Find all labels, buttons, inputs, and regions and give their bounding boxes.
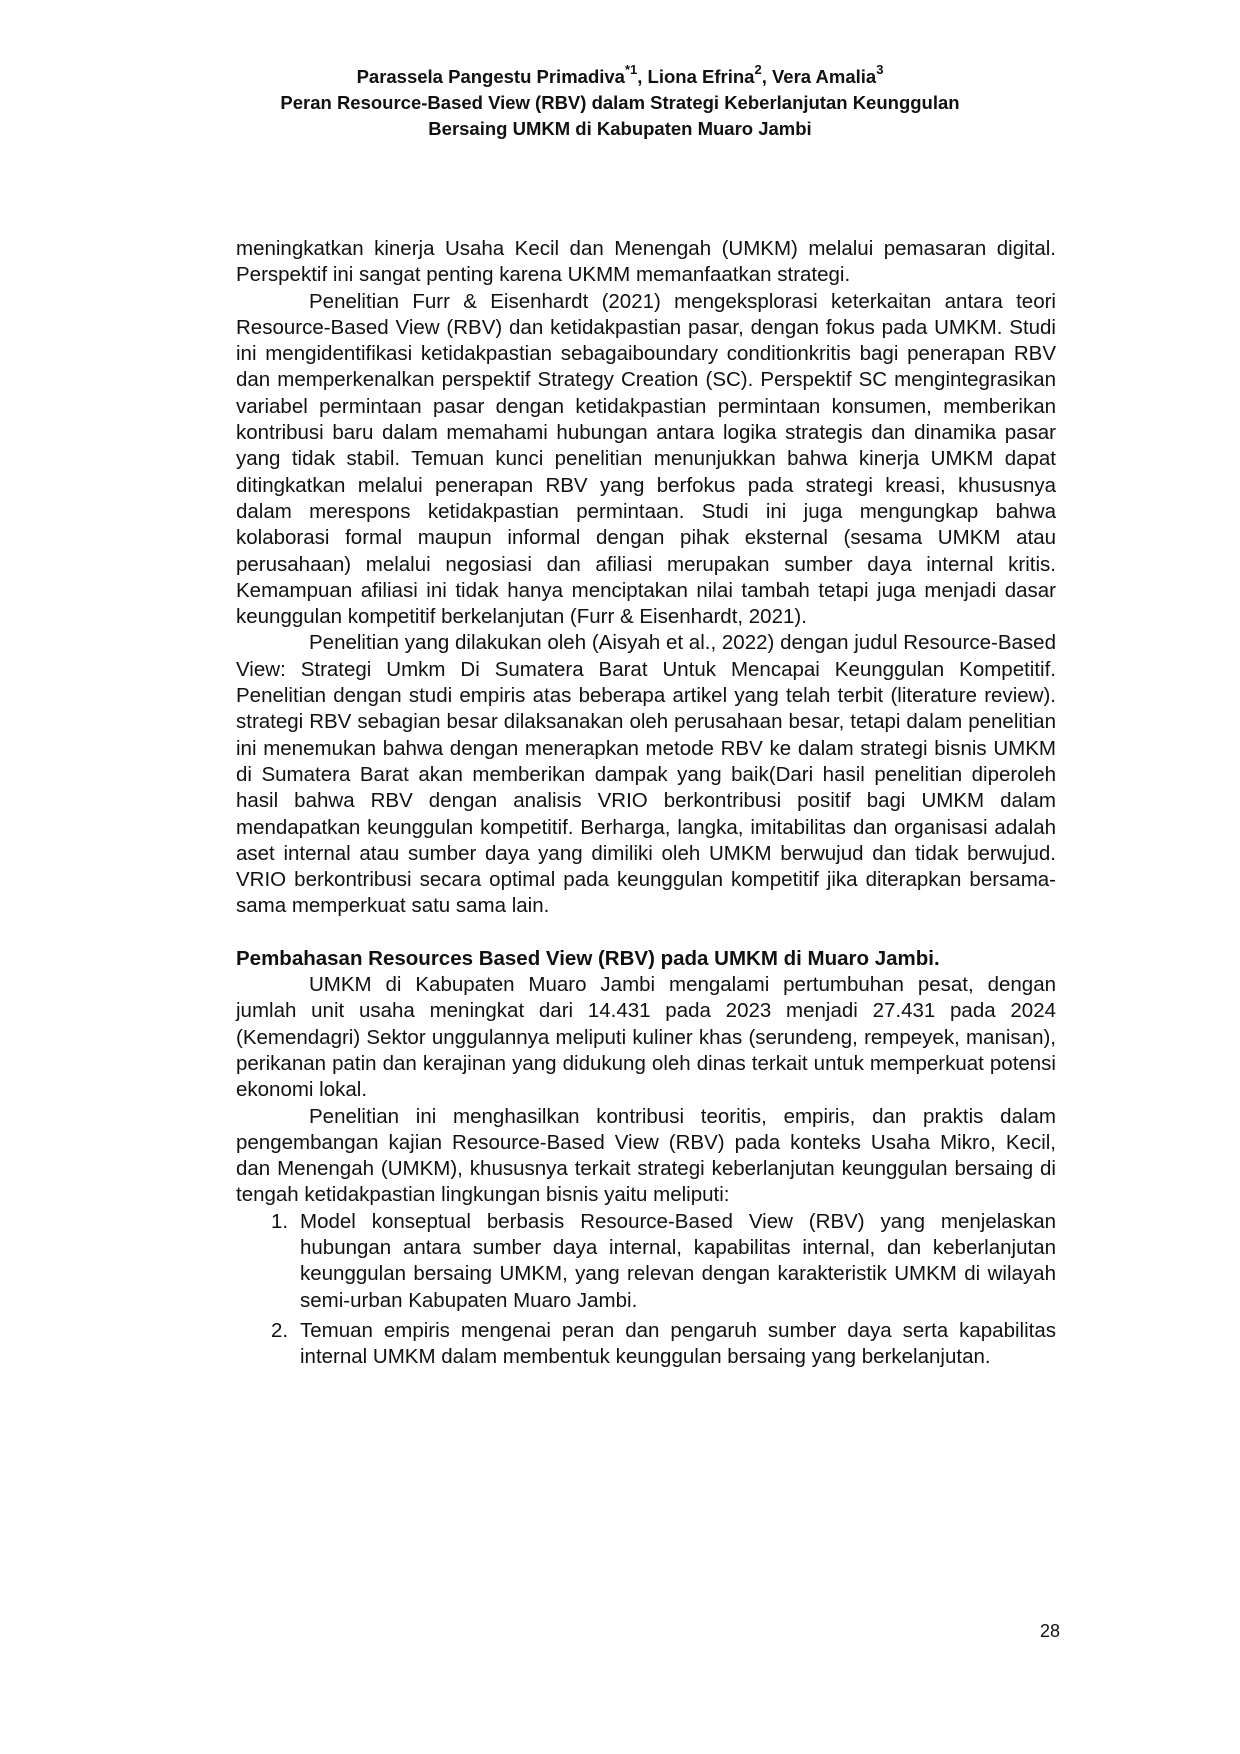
list-item <box>236 1318 1056 1371</box>
list-item-text: Temuan empiris mengenai peran dan pengaruh sumber daya serta kapabilitas internal UMKM dalam membentuk keunggulan bersaing yang berkelanjutan. <box>300 1318 1056 1369</box>
paper-title-line-2: Bersaing UMKM di Kabupaten Muaro Jambi <box>428 118 812 139</box>
list-number: 2. <box>271 1318 289 1342</box>
author-affiliation: 3 <box>876 61 884 77</box>
author-line <box>0 61 1240 90</box>
author-name: Liona Efrina <box>647 66 755 87</box>
body-text <box>236 236 1056 1374</box>
paragraph: Penelitian ini menghasilkan kontribusi teoritis, empiris, dan praktis dalam pengembangan kajian Resource-Based View (RBV) pada konteks Usaha Mikro, Kecil, dan Menengah (UMKM), khususnya terkait strategi keberlanjutan keunggulan bersaing di tengah ketidakpastian lingkungan bisnis yaitu meliputi: <box>236 1104 1056 1207</box>
author-affiliation: *1 <box>624 61 638 77</box>
paragraph: Penelitian Furr & Eisenhardt (2021) mengeksplorasi keterkaitan antara teori Resource-Based View (RBV) dan ketidakpastian pasar, dengan fokus pada UMKM. Studi ini mengidentifikasi ketidakpastian sebagaiboundary conditionkritis bagi penerapan RBV dan memperkenalkan perspektif Strategy Creation (SC). Perspektif SC mengintegrasikan variabel permintaan pasar dengan ketidakpastian permintaan konsumen, memberikan kontribusi baru dalam memahami hubungan antara logika strategis dan dinamika pasar yang tidak stabil. Temuan kunci penelitian menunjukkan bahwa kinerja UMKM dapat ditingkatkan melalui penerapan RBV yang berfokus pada strategi kreasi, khususnya dalam merespons ketidakpastian permintaan. Studi ini juga mengungkap bahwa kolaborasi formal maupun informal dengan pihak eksternal (sesama UMKM atau perusahaan) melalui negosiasi dan afiliasi merupakan sumber daya internal kritis. Kemampuan afiliasi ini tidak hanya menciptakan nilai tambah tetapi juga menjadi dasar keunggulan kompetitif berkelanjutan (Furr & Eisenhardt, 2021). <box>236 289 1056 629</box>
list-number: 1. <box>271 1209 289 1233</box>
list-item <box>236 1209 1056 1314</box>
author-name: Vera Amalia <box>771 66 877 87</box>
section-heading: Pembahasan Resources Based View (RBV) pada UMKM di Muaro Jambi. <box>236 946 940 970</box>
author-name: Parassela Pangestu Primadiva <box>356 66 625 87</box>
paragraph: meningkatkan kinerja Usaha Kecil dan Menengah (UMKM) melalui pemasaran digital. Perspektif ini sangat penting karena UKMM memanfaatkan strategi. <box>236 237 1056 287</box>
author-separator: , <box>637 66 648 87</box>
running-header <box>0 61 1240 142</box>
list-item-text: Model konseptual berbasis Resource-Based View (RBV) yang menjelaskan hubungan antara sumber daya internal, kapabilitas internal, dan keberlanjutan keunggulan bersaing UMKM, yang relevan dengan karakteristik UMKM di wilayah semi-urban Kabupaten Muaro Jambi. <box>300 1209 1056 1312</box>
paper-title-line-1: Peran Resource-Based View (RBV) dalam Strategi Keberlanjutan Keunggulan <box>280 92 960 113</box>
paragraph: Penelitian yang dilakukan oleh (Aisyah et al., 2022) dengan judul Resource-Based View: Strategi Umkm Di Sumatera Barat Untuk Mencapai Keunggulan Kompetitif. Penelitian dengan studi empiris atas beberapa artikel yang telah terbit (literature review). strategi RBV sebagian besar dilaksanakan oleh perusahaan besar, tetapi dalam penelitian ini menemukan bahwa dengan menerapkan metode RBV ke dalam strategi bisnis UMKM di Sumatera Barat akan memberikan dampak yang baik(Dari hasil penelitian diperoleh hasil bahwa RBV dengan analisis VRIO berkontribusi positif bagi UMKM dalam mendapatkan keunggulan kompetitif. Berharga, langka, imitabilitas dan organisasi adalah aset internal atau sumber daya yang dimiliki oleh UMKM berwujud dan tidak berwujud. VRIO berkontribusi secara optimal pada keunggulan kompetitif jika diterapkan bersama-sama memperkuat satu sama lain. <box>236 631 1056 918</box>
paragraph: UMKM di Kabupaten Muaro Jambi mengalami pertumbuhan pesat, dengan jumlah unit usaha meningkat dari 14.431 pada 2023 menjadi 27.431 pada 2024 (Kemendagri) Sektor unggulannya meliputi kuliner khas (serundeng, rempeyek, manisan), perikanan patin dan kerajinan yang didukung oleh dinas terkait untuk memperkuat potensi ekonomi lokal. <box>236 973 1056 1102</box>
page-number: 28 <box>1039 1621 1060 1641</box>
author-separator: , <box>761 66 772 87</box>
author-affiliation: 2 <box>754 61 762 77</box>
contribution-list <box>236 1209 1056 1371</box>
